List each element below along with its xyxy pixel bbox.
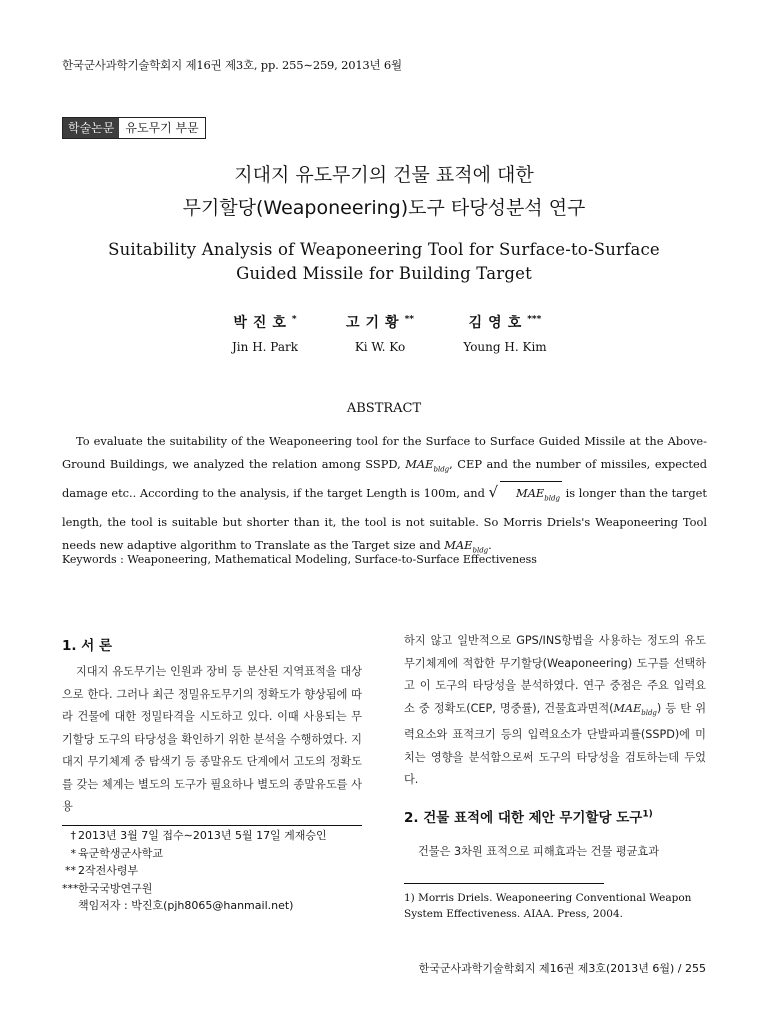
footnote-divider-right [404, 883, 604, 884]
footnote-received: † 2013년 3월 7일 접수∼2013년 5월 17일 게재승인 [70, 829, 327, 842]
abstract-heading: ABSTRACT [346, 401, 422, 416]
mae-symbol: $MAE_{bldg}$ [405, 457, 450, 474]
author-1-korean: 박진호* [233, 314, 297, 331]
author-1-english: Jin H. Park [232, 340, 298, 354]
category-sub: 유도무기 부문 [125, 121, 199, 135]
keywords: Keywords : Weaponeering, Mathematical Modeling, Surface-to-Surface Effectiveness [62, 553, 537, 566]
page-footer: 한국군사과학기술학회지 제16권 제3호(2013년 6월) / 255 [418, 962, 706, 975]
intro-left-column [62, 661, 362, 819]
footnote-affil-3: ***한국국방연구원 [62, 881, 153, 895]
author-3 [445, 312, 565, 354]
title-ko-line-1: 지대지 유도무기의 건물 표적에 대한 [234, 164, 534, 186]
author-3-english: Young H. Kim [463, 340, 547, 354]
footnote-affil-1: * 육군학생군사학교 [70, 846, 164, 860]
author-3-korean: 김영호*** [468, 314, 542, 331]
footnote-divider-left [62, 825, 362, 826]
author-2-korean: 고기황** [346, 314, 414, 331]
journal-header: 한국군사과학기술학회지 제16권 제3호, pp. 255∼259, 2013년 6월 [62, 58, 402, 72]
reference-footnote: 1) Morris Driels. Weaponeering Conventional Weapon System Effectiveness. AIAA. Press, 2004. [404, 892, 692, 920]
section-1-title: 1. 서 론 [62, 638, 113, 654]
intro-left-paragraph: 지대지 유도무기는 인원과 장비 등 분산된 지역표적을 대상으로 한다. 그러나 최근 정밀유도무기의 정확도가 향상됨에 따라 건물에 대한 정밀타격을 시도하고 있다. 이때 사용되는 무기할당 도구의 타당성을 확인하기 위한 분석을 수행하였다. 지대지 무기체계 중 탐색기 등 종말유도 단계에서 고도의 정확도를 갖는 체계는 별도의 도구가 필요하나 별도의 종말유도를 사용 [62, 665, 362, 813]
title-en-line-1: Suitability Analysis of Weaponeering Tool for Surface-to-Surface [108, 240, 660, 259]
intro-right-column [404, 630, 706, 792]
author-2-english: Ki W. Ko [354, 340, 406, 354]
sqrt-mae-symbol: $MAE_{bldg}$ [500, 481, 562, 510]
author-1 [205, 312, 325, 354]
abstract-body: To evaluate the suitability of the Weaponeering tool for the Surface to Surface Guided Missile at the Above-Ground Buildings, we analyzed the relation among SSPD, $MAE_{bldg}$, CEP and the number of missiles, expected damage etc.. According to the analysis, if the target Length is 100m, and √ $MAE_{bldg}$ is longer than the target length, the tool is suitable but shorter than it, the tool is not suitable. So Morris Driels's Weaponeering Tool needs new adaptive algorithm to Translate as the Target size and $MAE_{bldg}$. [62, 434, 708, 554]
author-2 [320, 312, 440, 354]
footnote-affil-2: ** 2작전사령부 [65, 864, 139, 877]
affiliation-footnotes [62, 827, 327, 915]
category-tag: 학술논문 [63, 118, 119, 138]
section-2-title: 2. 건물 표적에 대한 제안 무기할당 도구$^{1)}$ [404, 809, 653, 826]
intro-right-paragraph: 하지 않고 일반적으로 GPS/INS항법을 사용하는 정도의 유도무기체계에 적합한 무기할당(Weaponeering) 도구를 선택하고 이 도구의 타당성을 분석하였다. 연구 중점은 주요 입력요소 중 정확도(CEP, 명중률), 건물효과면적$(MAE_{bldg})$ 등 탄 위력요소와 표적크기 등의 입력요소가 단발파괴률(SSPD)에 미치는 영향을 분석함으로써 도구의 타당성을 검토하는데 두었다. [404, 634, 706, 787]
footnote-corresponding: 책임저자 : 박진호(pjh8065@hanmail.net) [78, 899, 294, 912]
section-2-paragraph: 건물은 3차원 표적으로 피해효과는 건물 평균효과 [418, 845, 660, 858]
category-label [62, 117, 206, 139]
title-ko-line-2: 무기할당(Weaponeering)도구 타당성분석 연구 [182, 197, 586, 219]
title-en-line-2: Guided Missile for Building Target [236, 264, 532, 283]
